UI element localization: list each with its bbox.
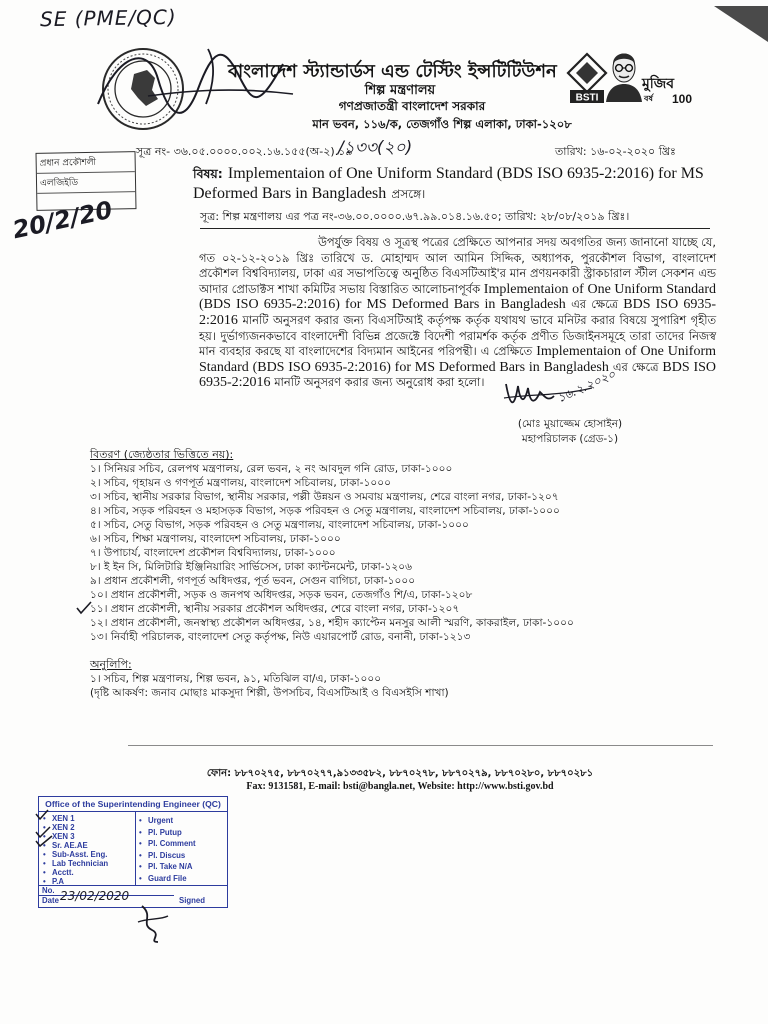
stamp-row-divider [39, 885, 227, 886]
subject-suffix: প্রসঙ্গে। [391, 187, 426, 201]
body-segment: উপর্যুক্ত বিষয় ও সূত্রস্থ পত্রের প্রেক্ষিতে আপনার সদয় অবগতির জন্য জানানো যাচ্ছে যে, গত ০২-১২-২০১৯ খ্রিঃ তারিখে ড. মোহাম্মদ আল আমিন সিদ্দিক, অধ্যাপক, পুরকৌশল বিভাগ, বাংলাদেশ প্রকৌশল বিশ্ববিদ্যালয়, ঢাকা এর সভাপতিত্বে অনুষ্ঠিত বিএসটিআই'র মান প্রণয়নকারী স্ট্রাকচারাল স্টীল সেকশন এন্ড আদার প্রোডাক্টস শাখা কমিটির সভায় বিস্তারিত আলোচনাপূর্বক [199, 235, 716, 296]
mujib-logo-word: মুজিব [642, 76, 675, 92]
memo-date: তারিখ: ১৬-০২-২০২০ খ্রিঃ [555, 145, 676, 158]
list-item: ৭। উপাচার্য, বাংলাদেশ প্রকৌশল বিশ্ববিদ্যালয়, ঢাকা-১০০০ [90, 547, 336, 559]
stamp-signed-label: Signed [179, 896, 205, 905]
subject-text: Implementaion of One Uniform Standard (BDS ISO 6935-2:2016) for MS Deformed Bars in Bangladesh [193, 165, 704, 202]
government-name: গণপ্রজাতন্ত্রী বাংলাদেশ সরকার [338, 99, 486, 113]
mujib-logo-year-word: বর্ষ [644, 94, 653, 103]
body-segment: এর ক্ষেত্রে [571, 297, 619, 312]
body-segment: এর ক্ষেত্রে [612, 359, 659, 374]
stamp-recipient: • Lab Technician [43, 859, 133, 868]
body-segment-english: BDS ISO 6935-2:2016 [199, 297, 716, 328]
organization-name: বাংলাদেশ স্ট্যান্ডার্ডস এন্ড টেস্টিং ইন্সটিটিউশন [228, 61, 557, 82]
reference-line: সূত্র: শিল্প মন্ত্রণালয় এর পত্র নং-৩৬.০০.০০০০.৬৭.৯৯.০১৪.১৬.৫০; তারিখ: ২৮/০৮/২০১৯ খ্রিঃ। [200, 208, 710, 229]
bsti-logo [566, 52, 608, 104]
page-corner-fold [714, 6, 768, 42]
body-segment: মানটি অনুসরণ করার জন্য অনুরোধ করা হলো। [274, 375, 485, 390]
signatory-block [485, 417, 655, 447]
list-item: ১২। প্রধান প্রকৌশলী, জনস্বাস্থ্য প্রকৌশল অধিদপ্তর, ১৪, শহীদ ক্যাপ্টেন মনসুর আলী স্মরণি, কাকরাইল, ঢাকা-১০০০ [90, 617, 574, 629]
list-item: ৩। সচিব, স্থানীয় সরকার বিভাগ, স্থানীয় সরকার, পল্লী উন্নয়ন ও সমবায় মন্ত্রণালয়, শেরে বাংলা নগর, ঢাকা-১২০৭ [90, 491, 559, 503]
list-item: ১। সিনিয়র সচিব, রেলপথ মন্ত্রণালয়, রেল ভবন, ২ নং আবদুল গনি রোড, ঢাকা-১০০০ [90, 463, 453, 475]
list-item: ১৩। নির্বাহী পরিচালক, বাংলাদেশ সেতু কর্তৃপক্ষ, নিউ এয়ারপোর্ট রোড, বনানী, ঢাকা-১২১৩ [90, 631, 471, 643]
stamp-recipient: • Sub-Asst. Eng. [43, 850, 133, 859]
handwritten-initials-scribble [134, 902, 174, 944]
list-item: ৯। প্রধান প্রকৌশলী, গণপূর্ত অধিদপ্তর, পূর্ত ভবন, সেগুন বাগিচা, ঢাকা-১০০০ [90, 575, 416, 587]
checkmark-icon [34, 808, 58, 854]
portrait-photo [604, 44, 644, 102]
stamp-recipient: • P.A [43, 877, 133, 886]
stamp-action: • Guard File [139, 873, 225, 885]
stamp-action-list [139, 815, 225, 884]
stamp-column-divider [135, 811, 136, 885]
stamp-date-label: Date [42, 896, 59, 905]
stamp-action: • Urgent [139, 815, 225, 827]
handwritten-memo-suffix: /১৩৩(২০) [338, 138, 413, 158]
list-item: ১০। প্রধান প্রকৌশলী, সড়ক ও জনপথ অধিদপ্তর, সড়ক ভবন, তেজগাঁও শি/এ, ঢাকা-১২০৮ [90, 589, 473, 601]
stamp-action: • Pl. Comment [139, 838, 225, 850]
office-address: মান ভবন, ১১৬/ক, তেজগাঁও শিল্প এলাকা, ঢাকা-১২০৮ [312, 117, 572, 131]
list-item: ৪। সচিব, সড়ক পরিবহন ও মহাসড়ক বিভাগ, সড়ক পরিবহন ও সেতু মন্ত্রণালয়, বাংলাদেশ সচিবালয়, ঢাকা-১০০০ [90, 505, 560, 517]
bsti-logo-text: BSTI [575, 92, 599, 104]
stamp-action: • Pl. Putup [139, 827, 225, 839]
list-item: ৬। সচিব, শিক্ষা মন্ত্রণালয়, বাংলাদেশ সচিবালয়, ঢাকা-১০০০ [90, 533, 341, 545]
ministry-name: শিল্প মন্ত্রণালয় [364, 83, 436, 98]
footer-fax-email-website: Fax: 9131581, E-mail: bsti@bangla.net, Website: http://www.bsti.gov.bd [246, 781, 554, 792]
handwritten-signature-date: ১৬.২.২০২০ [555, 367, 618, 406]
list-item: ৮। ই ইন সি, মিলিটারি ইঞ্জিনিয়ারিং সার্ভিসেস, ঢাকা ক্যান্টনমেন্ট, ঢাকা-১২০৬ [90, 561, 413, 573]
subject-label: বিষয়: [193, 166, 223, 181]
stamp-no-label: No. [42, 886, 55, 895]
copy-to-heading: অনুলিপি: [90, 658, 132, 671]
distribution-heading: বিতরণ (জ্যেষ্ঠতার ভিত্তিতে নয়): [90, 448, 234, 461]
stamp-title: Office of the Superintending Engineer (QC) [39, 797, 227, 812]
body-segment-english: BDS ISO 6935-2:2016 [199, 359, 717, 391]
stamp-action: • Pl. Discus [139, 850, 225, 862]
checkmark-icon [76, 600, 92, 616]
mujib-borsho-logo [642, 72, 700, 110]
stamp-recipient: • XEN 1 [43, 814, 133, 823]
stamp-action: • Pl. Take N/A [139, 861, 225, 873]
memo-reference-number: সূত্র নং- ৩৬.০৫.০০০০.০০২.১৬.১৫৫(অ-২).১৯ [136, 145, 353, 158]
signatory-name: (মোঃ মুয়াজ্জেম হোসাইন) [517, 418, 623, 430]
footer-phone: ফোন: ৮৮৭০২৭৫, ৮৮৭০২৭৭,৯১৩৩৫৮২, ৮৮৭০২৭৮, ৮৮৭০২৭৯, ৮৮৭০২৮০, ৮৮৭০২৮১ [206, 768, 594, 779]
handwritten-stamp-date: 23/02/2020 [60, 889, 130, 903]
body-segment-english: Implementaion of One Uniform Standard (BDS ISO 6935-2:2016) for MS Deformed Bars in Bangladesh [199, 281, 716, 313]
distribution-list [90, 462, 702, 644]
copy-to-item: ১। সচিব, শিল্প মন্ত্রণালয়, শিল্প ভবন, ৯১, মতিঝিল বা/এ, ঢাকা-১০০০ [90, 673, 382, 685]
list-item: ১১। প্রধান প্রকৌশলী, স্থানীয় সরকার প্রকৌশল অধিদপ্তর, শেরে বাংলা নগর, ঢাকা-১২০৭ [90, 603, 460, 615]
stamp-recipient: • XEN 2 [43, 823, 133, 832]
subject-line [193, 163, 715, 205]
mujib-logo-number: 100 [672, 92, 693, 106]
list-item: ২। সচিব, গৃহায়ন ও গণপূর্ত মন্ত্রণালয়, বাংলাদেশ সচিবালয়, ঢাকা-১০০০ [90, 477, 391, 489]
copy-to-attention: (দৃষ্টি আকর্ষণ: জনাব মোছাঃ মাকসুদা শিল্পী, উপসচিব, বিএসটিআই ও বিএসইসি শাখা) [90, 687, 449, 699]
stamp-recipient: • Acctt. [43, 868, 133, 877]
body-segment-english: Implementaion of One Uniform Standard (BDS ISO 6935-2:2016) for MS Deformed Bars in Bangladesh [199, 344, 717, 375]
receipt-stamp-line: প্রধান প্রকৌশলী [37, 152, 135, 174]
body-segment: মানটি অনুসরণ করার জন্য বিএসটিআই কর্তৃপক্ষ কর্তৃক যথাযথ ভাবে মনিটর করার বিষয়ে সুপারিশ গৃহীত হয়। দুর্ভাগ্যজনকভাবে বাংলাদেশী বিভিন্ন প্রজেক্টে বিদেশী পরামর্শক কর্তৃক প্রণীত ডিজাইনসমূহে তারা তাদের নিজস্ব মান ব্যবহার করছে যা বাংলাদেশের বিদ্যমান আইনের পরিপন্থী। এ প্রেক্ষিতে [199, 312, 716, 359]
stamp-recipient: • Sr. AE.AE [43, 841, 133, 850]
handwritten-received-date: 20/2/20 [10, 195, 115, 245]
list-item: ৫। সচিব, সেতু বিভাগ, সড়ক পরিবহন ও সেতু মন্ত্রণালয়, বাংলাদেশ সচিবালয়, ঢাকা-১০০০ [90, 519, 469, 531]
stamp-recipient: • XEN 3 [43, 832, 133, 841]
receipt-stamp-line: এলজিইডি [37, 172, 135, 194]
signatory-designation: মহাপরিচালক (গ্রেড-১) [521, 433, 619, 445]
handwritten-routing-note: SE (PME/QC) [39, 4, 177, 32]
footer-divider [128, 745, 713, 746]
